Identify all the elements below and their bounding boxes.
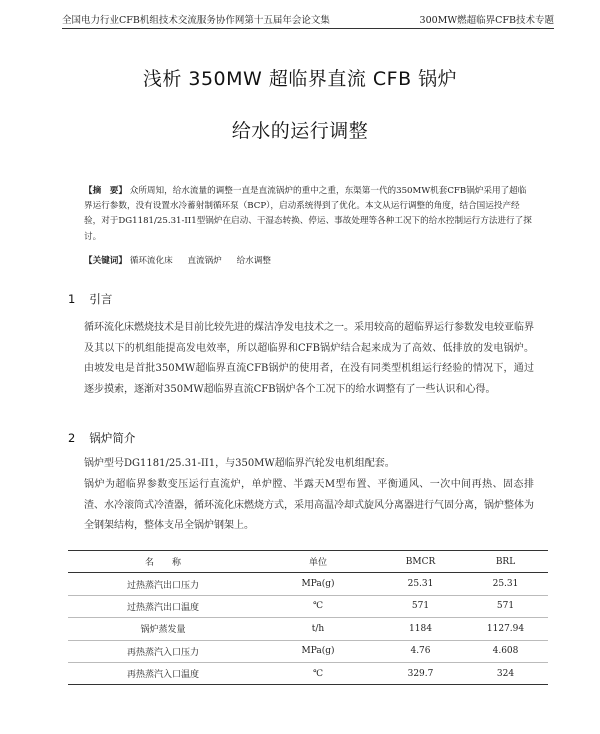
section-title: 锅炉简介 [89,431,136,445]
section-number: 2 [68,431,76,445]
abstract-label: 【摘 要】 [84,186,127,196]
table-cell: 1184 [378,618,463,640]
column-header: 单位 [258,551,378,573]
table-cell: 1127.94 [463,618,548,640]
table-cell: 过热蒸汽出口温度 [68,595,258,617]
table-row [68,573,548,595]
header-right: 300MW燃超临界CFB技术专题 [419,15,554,26]
table-row [68,618,548,640]
keywords [84,254,534,266]
table-cell: 571 [463,595,548,617]
table-row [68,640,548,662]
table-cell: 571 [378,595,463,617]
table-cell: ℃ [258,595,378,617]
table-cell: ℃ [258,662,378,684]
table-cell: 再热蒸汽入口温度 [68,662,258,684]
column-header: 名 称 [68,551,258,573]
keyword: 给水调整 [236,256,271,266]
boiler-parameters-table [68,550,548,685]
section-number: 1 [68,292,76,306]
table-cell: MPa(g) [258,573,378,595]
column-header: BRL [463,551,548,573]
keyword: 直流锅炉 [187,256,222,266]
keyword: 循环流化床 [129,256,173,266]
section-title: 引言 [89,292,113,306]
table-cell: 4.76 [378,640,463,662]
table-cell: 329.7 [378,662,463,684]
section-heading-boiler [68,430,135,446]
table-cell: 25.31 [463,573,548,595]
table-cell: t/h [258,618,378,640]
header-left: 全国电力行业CFB机组技术交流服务协作网第十五届年会论文集 [62,15,330,26]
page-title-line2: 给水的运行调整 [231,120,369,142]
page-title-line1: 浅析 350MW 超临界直流 CFB 锅炉 [142,68,458,90]
table-cell: 过热蒸汽出口压力 [68,573,258,595]
table-cell: 锅炉蒸发量 [68,618,258,640]
table-cell: 4.608 [463,640,548,662]
section-heading-intro [68,291,112,307]
paragraph: 锅炉型号DG1181/25.31-II1，与350MW超临界汽轮发电机组配套。 [84,458,395,469]
table-cell: 25.31 [378,573,463,595]
paragraph: 锅炉为超临界参数变压运行直流炉，单炉膛、半露天M型布置、平衡通风、一次中间再热、固态排渣、水冷滚筒式冷渣器，循环流化床燃烧方式，采用高温冷却式旋风分离器进行气固分离，锅炉整体为全钢架结构，整体支吊全锅炉钢架上。 [84,479,534,531]
abstract [84,184,534,245]
table-cell: MPa(g) [258,640,378,662]
table-cell: 再热蒸汽入口压力 [68,640,258,662]
column-header: BMCR [378,551,463,573]
table-row [68,595,548,617]
running-header [62,10,554,29]
paragraph: 循环流化床燃烧技术是目前比较先进的煤洁净发电技术之一。采用较高的超临界运行参数发电较亚临界及其以下的机组能提高发电效率，所以超临界和CFB锅炉结合起来成为了高效、低排放的发电锅炉。由坡发电是首批350MW超临界直流CFB锅炉的使用者，在没有同类型机组运行经验的情况下，通过逐步摸索，逐渐对350MW超临界直流CFB锅炉各个工况下的给水调整有了一些认识和心得。 [84,322,534,395]
table-header-row [68,551,548,573]
abstract-text: 众所周知，给水流量的调整一直是直流锅炉的重中之重，东渠第一代的350MW机套CFB锅炉采用了超临界运行参数，没有设置水冷蓄射制循环泵（BCP），启动系统得到了优化。本文从运行调整的角度，结合国运投产经验，对于DG1181/25.31-II1型锅炉在启动、干湿态转换、停运、事故处理等各种工况下的给水控制运行方法进行了探讨。 [84,186,532,242]
keywords-label: 【关键词】 [84,256,127,266]
table-row [68,662,548,684]
table-cell: 324 [463,662,548,684]
